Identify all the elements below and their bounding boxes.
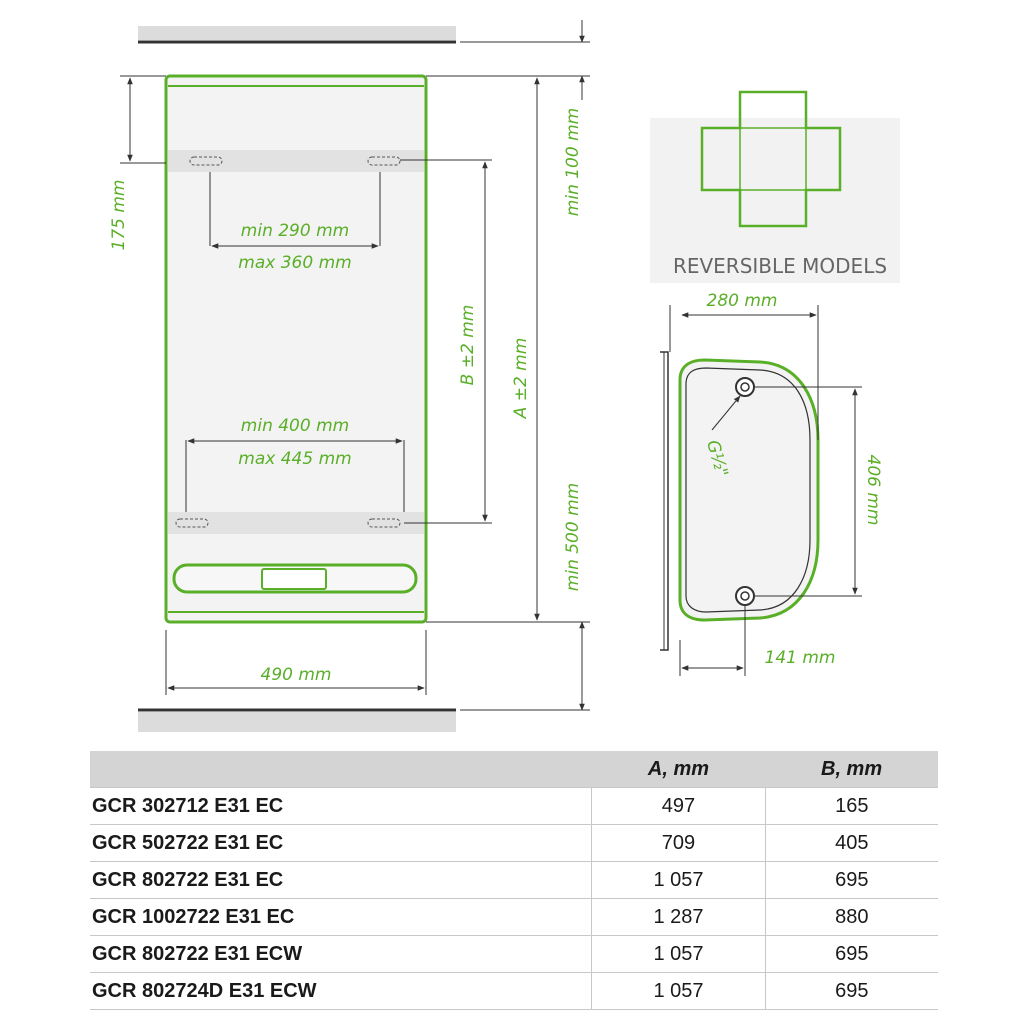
a-value: 1 057 [592,862,765,899]
header-model-column [90,751,592,788]
dim-width-490-label: 490 mm [260,665,332,685]
header-a-column: A, mm [592,751,765,788]
dim-141-label: 141 mm [764,648,836,668]
model-name: GCR 1002722 E31 EC [90,899,592,936]
dim-175-label: 175 mm [109,179,129,251]
table-row [90,788,938,825]
table-row [90,825,938,862]
a-value: 1 057 [592,936,765,973]
header-b-column: B, mm [765,751,938,788]
dim-max-360-label: max 360 mm [238,253,352,273]
dim-max-445-label: max 445 mm [238,449,352,469]
table-row [90,973,938,1010]
pipe-connection-top [736,378,754,396]
a-value: 497 [592,788,765,825]
a-value: 1 287 [592,899,765,936]
floor-bar [138,710,456,732]
b-value: 405 [765,825,938,862]
dim-280-label: 280 mm [706,291,778,311]
table-row [90,862,938,899]
model-name: GCR 802724D E31 ECW [90,973,592,1010]
ceiling-bar [138,26,456,42]
b-value: 165 [765,788,938,825]
dim-a-label: A ±2 mm [511,337,531,419]
table-header-row [90,751,938,788]
dim-min-290-label: min 290 mm [240,221,350,241]
heater-front-view [166,76,426,622]
thread-size-label: G½" [702,437,732,480]
model-name: GCR 802722 E31 EC [90,862,592,899]
model-name: GCR 302712 E31 EC [90,788,592,825]
model-name: GCR 802722 E31 ECW [90,936,592,973]
dim-min-500-label: min 500 mm [563,482,583,592]
a-value: 709 [592,825,765,862]
table-row [90,899,938,936]
dim-406-label: 406 mm [863,454,883,526]
b-value: 695 [765,936,938,973]
dim-b-label: B ±2 mm [458,304,478,386]
a-value: 1 057 [592,973,765,1010]
control-panel [174,565,416,592]
b-value: 880 [765,899,938,936]
model-name: GCR 502722 E31 EC [90,825,592,862]
reversible-models-label: REVERSIBLE MODELS [672,254,888,278]
dim-min-100-label: min 100 mm [563,107,583,217]
b-value: 695 [765,973,938,1010]
pipe-connection-bottom [736,587,754,605]
b-value: 695 [765,862,938,899]
spec-table [90,751,938,1010]
table-row [90,936,938,973]
dim-min-400-label: min 400 mm [240,416,350,436]
